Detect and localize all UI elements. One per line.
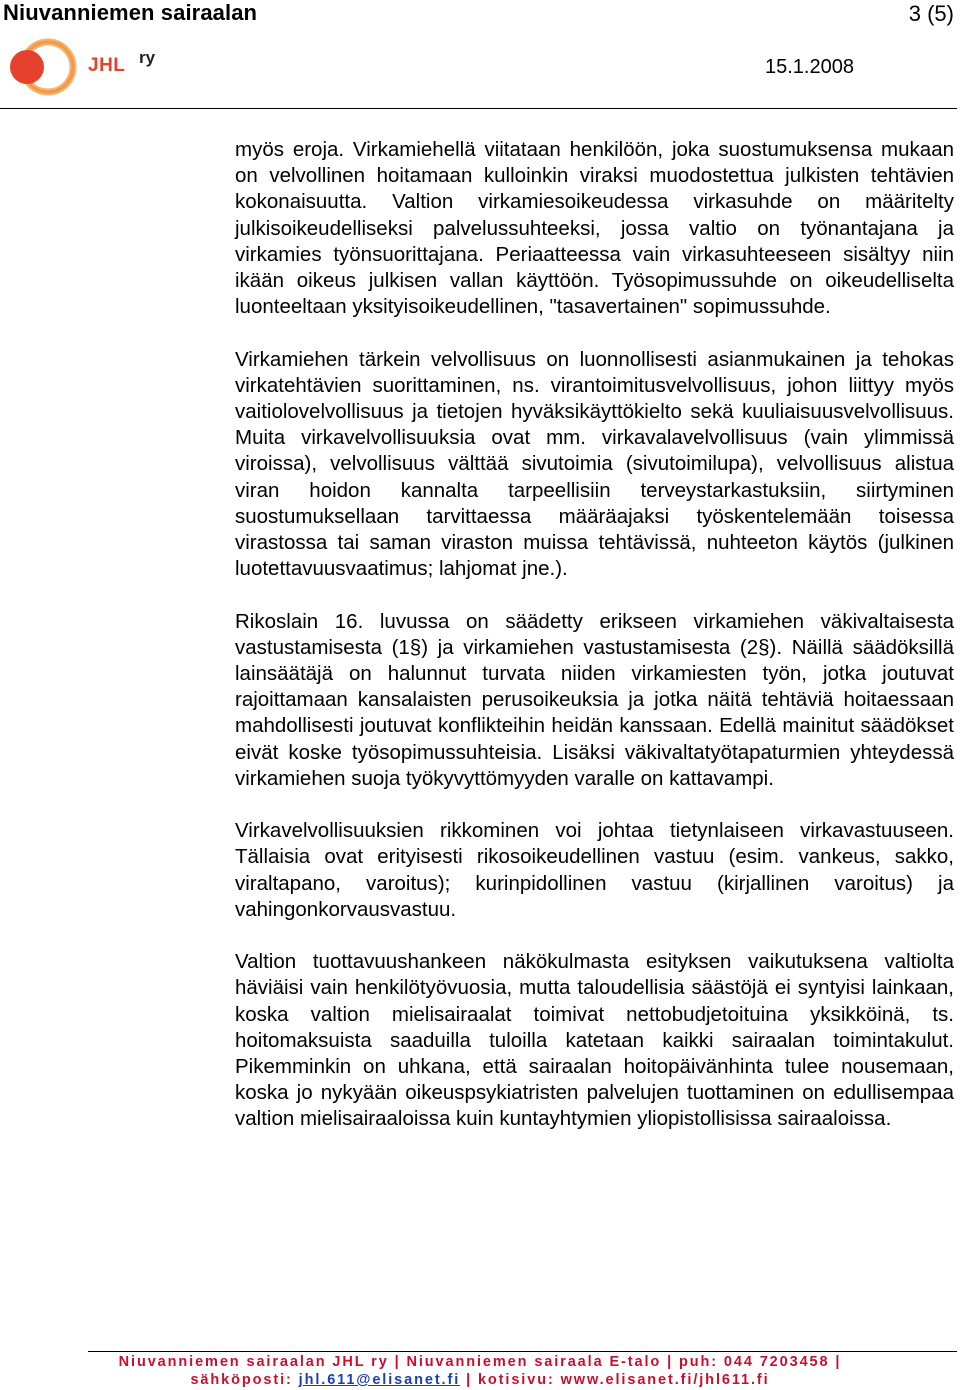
footer-email-label: sähköposti: bbox=[190, 1372, 293, 1388]
header-title: Niuvanniemen sairaalan bbox=[3, 0, 258, 25]
paragraph: Virkavelvollisuuksien rikkominen voi johtaa tietynlaiseen virkavastuuseen. Tällaisia ovat erityisesti rikosoikeudellinen vastuu (esim. vankeus, sakko, viraltapano, varoitus); kurinpidollinen vastuu (kirjallinen varoitus) ja vahingonkorvausvastuu. bbox=[235, 819, 954, 921]
footer-divider bbox=[88, 1351, 957, 1352]
document-date: 15.1.2008 bbox=[765, 56, 854, 78]
paragraph: Rikoslain 16. luvussa on säädetty erikseen virkamiehen väkivaltaisesta vastustamisesta (1§) ja virkamiehen vastustamisesta (2§). Näillä säädöksillä lainsäätäjä on halunnut turvata niiden virkamiesten työn, jotka joutuvat rajoittamaan kansalaisten perusoikeuksia ja jotka näitä tehtäviä hoitaessaan mahdollisesti joutuvat konflikteihin heidän kanssaan. Edellä mainitut säädökset eivät koske työsopimussuhteisia. Lisäksi väkivaltatyötapaturmien yhteydessä virkamiehen suoja työkyvyttömyyden varalle on kattavampi. bbox=[235, 609, 954, 790]
footer-site: | kotisivu: www.elisanet.fi/jhl611.fi bbox=[466, 1372, 770, 1388]
paragraph: myös eroja. Virkamiehellä viitataan henkilöön, joka suostumuksensa mukaan on velvollinen hoitamaan kulloinkin viraksi muodostettua julkisten tehtävien kokonaisuutta. Valtion virkamiesoikeudessa virkasuhde on määritelty julkisoikeudelliseksi palvelussuhteeksi, jossa valtio on työnantajana ja virkamies työnsuorittajana. Periaatteessa vain virkasuhteeseen sisältyy niin ikään oikeus julkisen vallan käyttöön. Työsopimussuhde on oikeudelliselta luonteeltaan yksityisoikeudellinen, "tasavertainen" sopimussuhde. bbox=[235, 138, 954, 319]
paragraph: Virkamiehen tärkein velvollisuus on luonnollisesti asianmukainen ja tehokas virkatehtävien suorittaminen, ns. virantoimitusvelvollisuus, johon liittyy myös vaitiolovelvollisuus ja tietojen hyväksikäyttökielto sekä kuuliaisuusvelvollisuus. Muita virkavelvollisuuksia ovat mm. virkavalavelvollisuus (vain ylimmissä viroissa), velvollisuus välttää sivutoimia (sivutoimilupa), velvollisuus alistua viran hoidon kannalta tarpeellisiin terveystarkastuksiin, siirtyminen suostumuksellaan tarvittaessa määräajaksi työskentelemään toisessa virastossa tai saman viraston muissa tehtävissä, nuhteeton käytös (julkinen luotettavuusvaatimus; lahjomat jne.). bbox=[235, 347, 954, 581]
paragraph: Valtion tuottavuushankeen näkökulmasta esityksen vaikutuksena valtiolta häviäisi vain henkilötyövuosia, mutta taloudellisia säästöjä ei syntyisi lainkaan, koska valtion mielisairaalat toimivat nettobudjetoituina yksikköinä, ts. hoitomaksuista saaduilla tuloilla katetaan kaikki sairaalan toimintakulut. Pikemminkin on uhkana, että sairaalan hoitopäivänhinta tulee nousemaan, koska jo nykyään oikeuspsykiatristen palvelujen tuottaminen on edullisempaa valtion mielisairaaloissa kuin kuntayhtymien yliopistollisissa sairaaloissa. bbox=[235, 950, 954, 1131]
page-number: 3 (5) bbox=[908, 1, 954, 26]
logo-text: JHL bbox=[88, 55, 126, 76]
footer-email-link[interactable]: jhl.611@elisanet.fi bbox=[298, 1372, 461, 1388]
footer-web-line bbox=[0, 1372, 960, 1388]
body-text bbox=[235, 137, 954, 1159]
header-divider bbox=[0, 108, 957, 109]
logo-suffix: ry bbox=[139, 48, 156, 67]
jhl-logo bbox=[8, 38, 158, 98]
footer-contact-line: Niuvanniemen sairaalan JHL ry | Niuvanniemen sairaala E-talo | puh: 044 7203458 | bbox=[118, 1354, 842, 1370]
jhl-logo-icon bbox=[8, 38, 86, 96]
